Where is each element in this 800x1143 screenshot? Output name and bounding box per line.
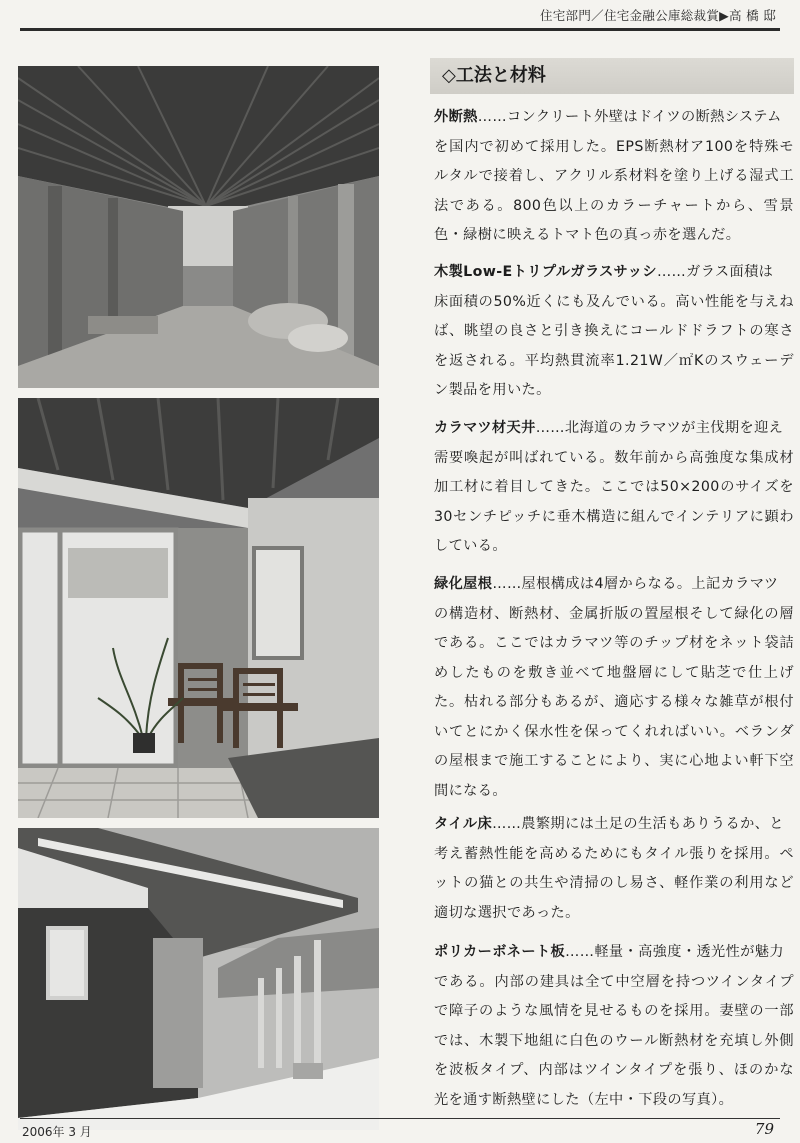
item-term: ポリカーボネート板 xyxy=(434,944,566,960)
item-tile-floor xyxy=(434,810,794,928)
issue-date: 2006年 3 月 xyxy=(22,1125,92,1139)
item-polycarbonate xyxy=(434,938,794,1115)
item-term: 緑化屋根 xyxy=(434,576,493,592)
header-rule xyxy=(20,28,780,31)
item-exterior-insulation xyxy=(434,103,794,251)
section-title: ◇工法と材料 xyxy=(430,58,794,94)
running-title: 住宅部門／住宅金融公庫総裁賞▶高 橋 邸 xyxy=(539,8,776,23)
photo-sunroom-chairs xyxy=(18,398,379,818)
item-term: 木製Low-Eトリプルガラスサッシ xyxy=(434,264,657,280)
footer-rule xyxy=(20,1118,780,1119)
item-body: カラマツ材天井……北海道のカラマツが主伐期を迎え 需要喚起が叫ばれている。数年前から高強度な集成材加工材に着目してきた。ここでは50×200のサイズを30センチピッチに垂木構造に組んでインテリアに顕わしている。 xyxy=(434,420,794,554)
item-body: 木製Low-Eトリプルガラスサッシ……ガラス面積は 床面積の50%近くにも及んでいる。高い性能を与えねば、眺望の良さと引き換えにコールドドラフトの寒さを返される。平均熱貫流率1.21W／㎡Kのスウェーデン製品を用いた。 xyxy=(434,264,794,398)
page-header xyxy=(0,0,800,34)
page-number: 79 xyxy=(754,1120,774,1138)
item-term: 外断熱 xyxy=(434,109,478,125)
item-green-roof xyxy=(434,570,794,806)
item-term: カラマツ材天井 xyxy=(434,420,536,436)
item-body: 外断熱……コンクリート外壁はドイツの断熱システム を国内で初めて採用した。EPS断熱材ア100を特殊モルタルで接着し、アクリル系材料を塗り上げる湿式工法である。800色以上のカラーチャートから、雪景色・緑樹に映えるトマト色の真っ赤を選んだ。 xyxy=(434,109,794,243)
item-body: 緑化屋根……屋根構成は4層からなる。上記カラマツ の構造材、断熱材、金属折版の置屋根そして緑化の層である。ここではカラマツ等のチップ材をネット袋詰めしたものを敷き並べて地盤層にして貼芝で仕上げた。枯れる部分もあるが、適応する様々な雑草が根付いてとにかく保水性を保ってくれればいい。ベランダの屋根まで施工することにより、実に心地よい軒下空間になる。 xyxy=(434,576,794,799)
photo-interior-gallery xyxy=(18,66,379,388)
item-body: タイル床……農繁期には土足の生活もありうるか、と 考え蓄熱性能を高めるためにもタイル張りを採用。ペットの猫との共生や清掃のし易さ、軽作業の利用など適切な選択であった。 xyxy=(434,816,794,921)
item-larch-ceiling xyxy=(434,414,794,562)
photo-exterior-eave xyxy=(18,828,379,1130)
item-body: ポリカーボネート板……軽量・高強度・透光性が魅力 である。内部の建具は全て中空層を持つツインタイプで障子のような風情を見せるものを採用。妻壁の一部では、木製下地組に白色のウール断熱材を充填し外側を波板タイプ、内部はツインタイプを張り、ほのかな光を通す断熱壁にした（左中・下段の写真）。 xyxy=(434,944,794,1108)
item-triple-glass-sash xyxy=(434,258,794,406)
item-term: タイル床 xyxy=(434,816,493,832)
